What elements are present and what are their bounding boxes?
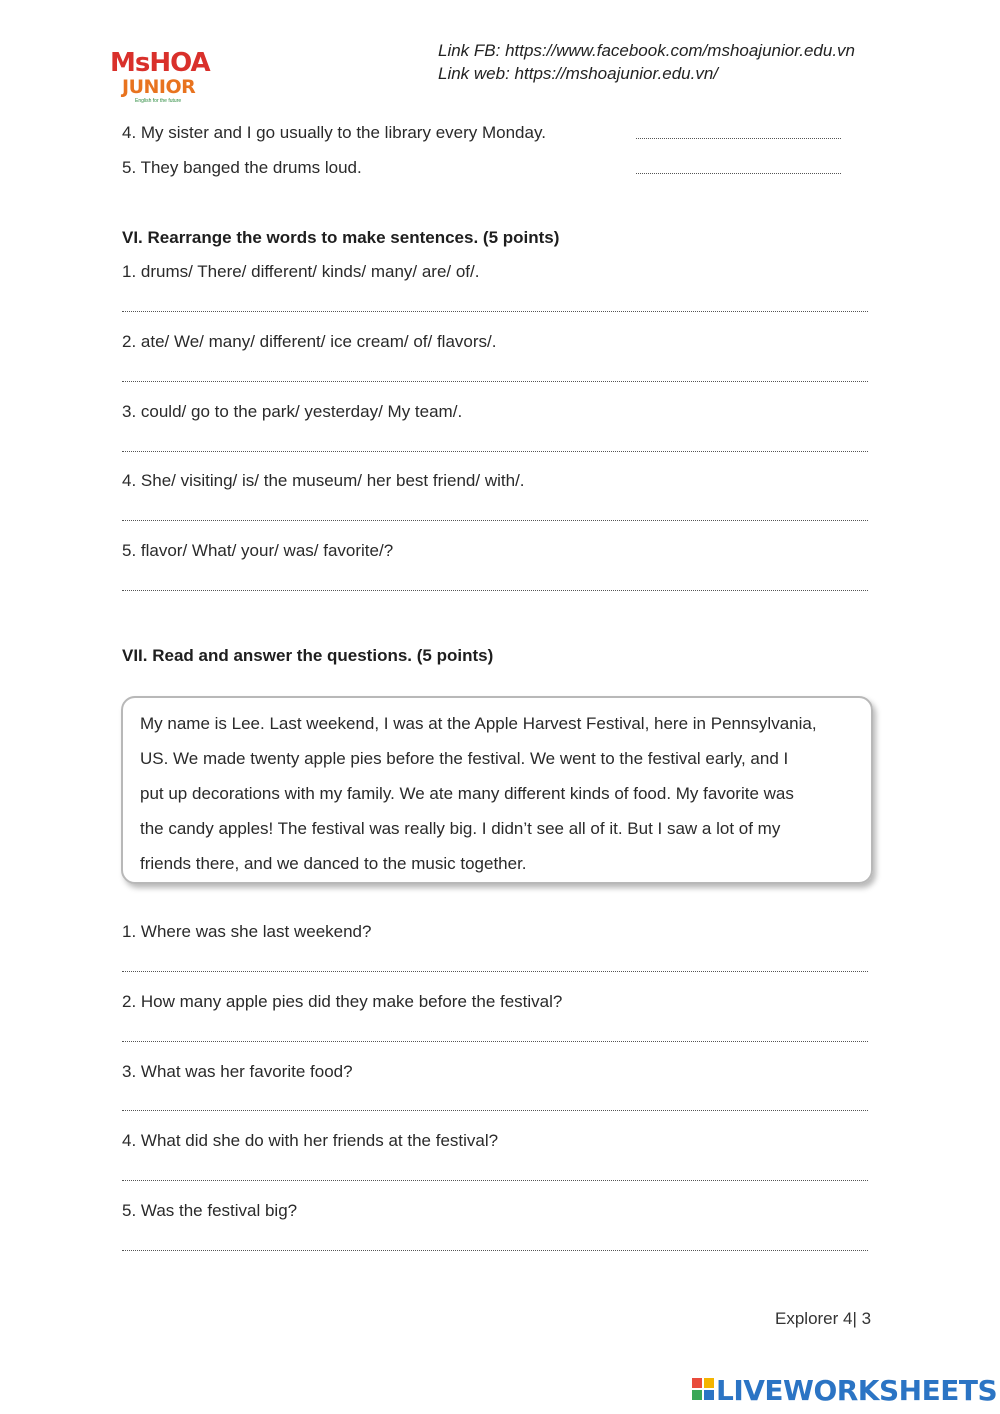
answer-line[interactable] [122, 520, 868, 521]
question-item: 3. What was her favorite food? [122, 1062, 353, 1081]
answer-blank[interactable] [636, 173, 841, 174]
passage-line: put up decorations with my family. We ate many different kinds of food. My favorite was [140, 784, 794, 803]
passage-line: friends there, and we danced to the music together. [140, 854, 527, 873]
rearrange-item: 1. drums/ There/ different/ kinds/ many/ are/ of/. [122, 262, 480, 281]
brand-logo [110, 48, 230, 110]
question-item: 5. Was the festival big? [122, 1201, 298, 1220]
answer-line[interactable] [122, 1041, 868, 1042]
passage-line: US. We made twenty apple pies before the festival. We went to the festival early, and I [140, 749, 789, 768]
answer-line[interactable] [122, 311, 868, 312]
question-item: 2. How many apple pies did they make before the festival? [122, 992, 563, 1011]
answer-line[interactable] [122, 590, 868, 591]
sentence-item: 5. They banged the drums loud. [122, 158, 362, 177]
liveworksheets-wordmark: LIVEWORKSHEETS [716, 1374, 998, 1407]
rearrange-item: 2. ate/ We/ many/ different/ ice cream/ of/ flavors/. [122, 332, 497, 351]
page-number: Explorer 4| 3 [775, 1309, 872, 1328]
answer-line[interactable] [122, 1180, 868, 1181]
passage-line: My name is Lee. Last weekend, I was at the Apple Harvest Festival, here in Pennsylvania, [140, 714, 817, 733]
question-item: 1. Where was she last weekend? [122, 922, 372, 941]
answer-blank[interactable] [636, 138, 841, 139]
reading-passage [121, 696, 873, 884]
section-title-reading: VII. Read and answer the questions. (5 points) [122, 646, 494, 665]
rearrange-item: 3. could/ go to the park/ yesterday/ My team/. [122, 402, 463, 421]
sentence-item: 4. My sister and I go usually to the library every Monday. [122, 123, 546, 142]
liveworksheets-icon [692, 1378, 714, 1400]
rearrange-item: 5. flavor/ What/ your/ was/ favorite/? [122, 541, 394, 560]
website-link[interactable]: Link web: https://mshoajunior.edu.vn/ [438, 64, 719, 83]
header-links [438, 39, 855, 85]
logo-line1: MsHOA [110, 48, 210, 78]
question-item: 4. What did she do with her friends at the festival? [122, 1131, 499, 1150]
facebook-link[interactable]: Link FB: https://www.facebook.com/mshoajunior.edu.vn [438, 41, 856, 60]
logo-tagline: English for the future [135, 98, 182, 104]
answer-line[interactable] [122, 971, 868, 972]
section-title-rearrange: VI. Rearrange the words to make sentences. (5 points) [122, 228, 560, 247]
answer-line[interactable] [122, 1250, 868, 1251]
answer-line[interactable] [122, 451, 868, 452]
answer-line[interactable] [122, 381, 868, 382]
logo-line2: JUNIOR [122, 76, 196, 98]
rearrange-item: 4. She/ visiting/ is/ the museum/ her best friend/ with/. [122, 471, 525, 490]
passage-line: the candy apples! The festival was really big. I didn’t see all of it. But I saw a lot of my [140, 819, 781, 838]
answer-line[interactable] [122, 1110, 868, 1111]
